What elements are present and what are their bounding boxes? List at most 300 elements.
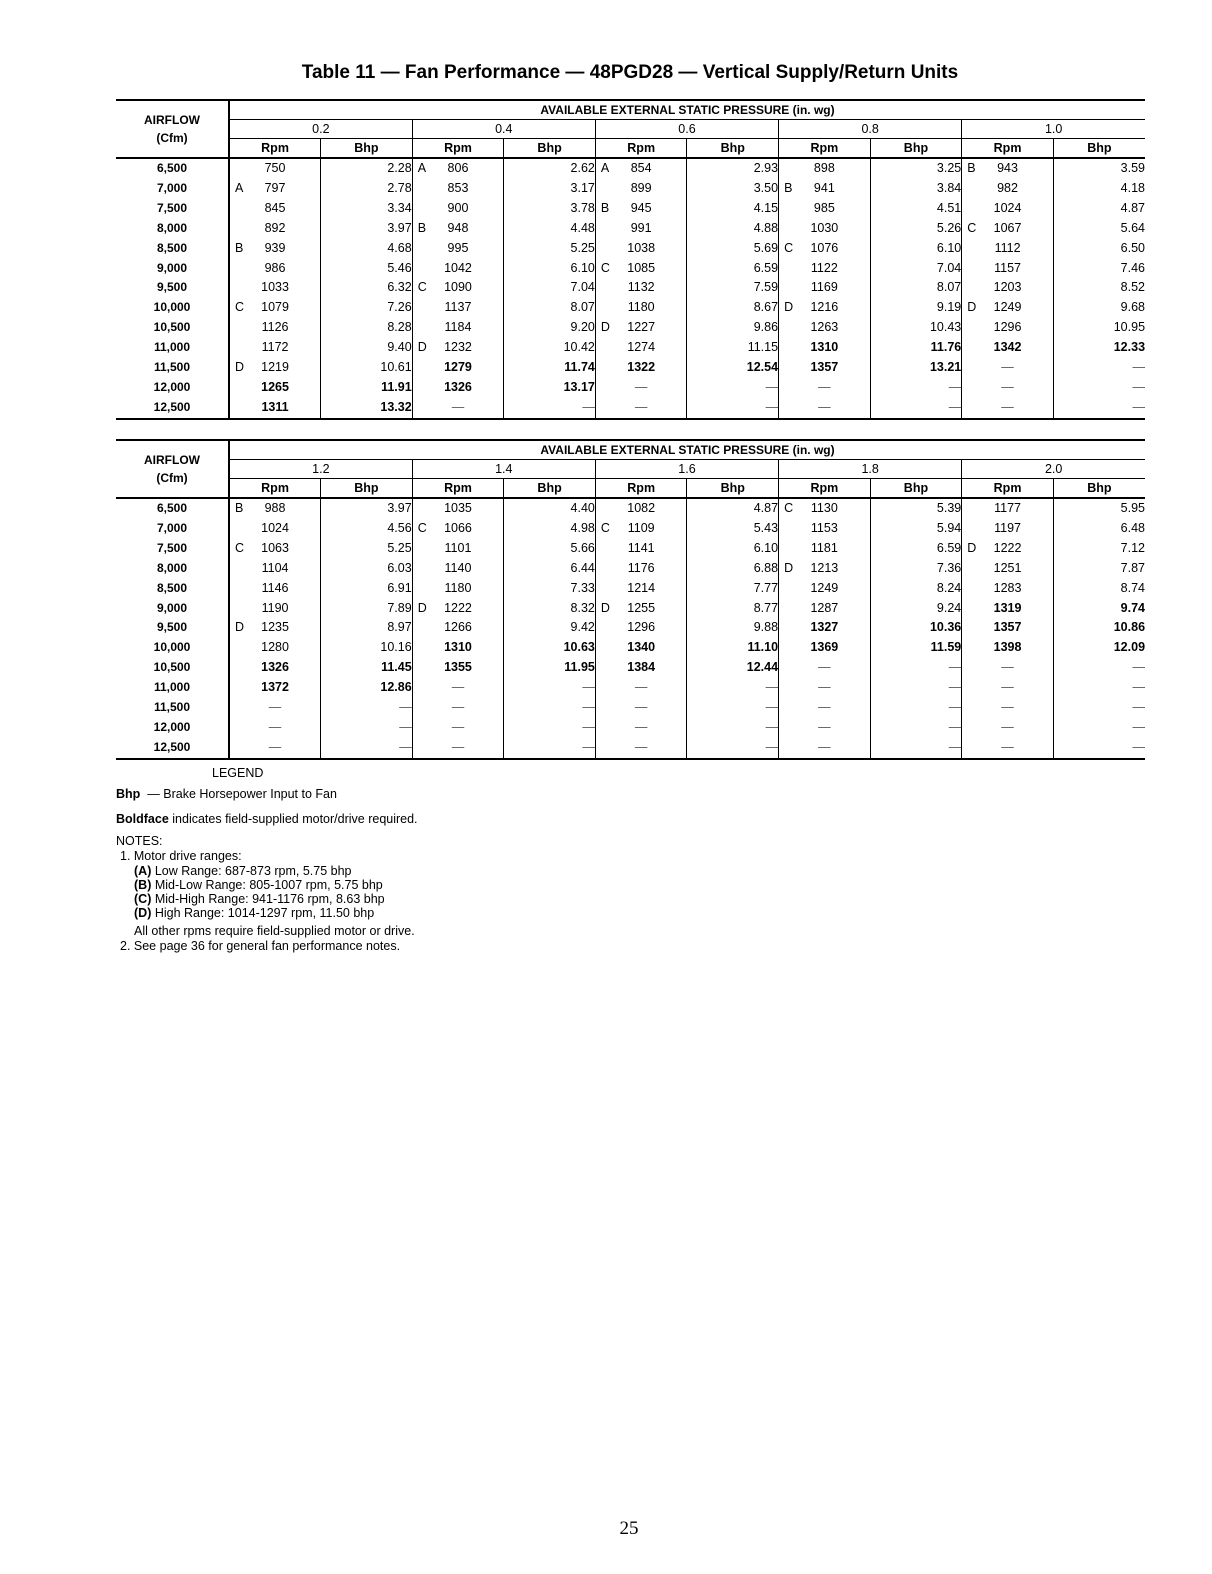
bhp-cell: 7.59 <box>687 278 779 298</box>
rpm-cell <box>412 718 504 738</box>
rpm-cell <box>962 398 1054 419</box>
rpm-cell <box>962 599 1054 619</box>
rpm-cell <box>962 338 1054 358</box>
table-row <box>116 539 1145 559</box>
table-row <box>116 738 1145 759</box>
airflow-cell: 8,000 <box>156 220 188 235</box>
rpm-cell <box>962 579 1054 599</box>
rpm-cell <box>412 579 504 599</box>
pressure-header: 1.4 <box>412 460 595 479</box>
rpm-value: 1219 <box>261 360 289 375</box>
bhp-cell: — <box>504 398 596 419</box>
bhp-cell: 13.17 <box>504 378 596 398</box>
rpm-cell <box>595 678 687 698</box>
table-row <box>116 398 1145 419</box>
rpm-cell <box>412 638 504 658</box>
rpm-cell <box>229 219 321 239</box>
airflow-cell: 10,000 <box>153 640 191 655</box>
rpm-value: — <box>818 379 831 394</box>
rpm-value: 1326 <box>261 660 289 675</box>
bhp-cell: 3.25 <box>870 158 962 179</box>
bhp-cell: — <box>1053 658 1145 678</box>
bhp-cell: 3.78 <box>504 199 596 219</box>
legend-boldface <box>116 812 418 827</box>
drive-range-letter: D <box>600 320 610 335</box>
note-1: 1. Motor drive ranges: <box>120 849 242 863</box>
rpm-value: 1033 <box>261 280 289 295</box>
pressure-header: 1.8 <box>779 460 962 479</box>
rpm-value: 1030 <box>810 220 839 235</box>
rpm-cell <box>412 158 504 179</box>
bhp-cell: 6.50 <box>1053 239 1145 259</box>
rpm-cell <box>229 358 321 378</box>
rpm-cell <box>962 179 1054 199</box>
rpm-cell <box>962 559 1054 579</box>
rpm-value: — <box>1001 680 1014 695</box>
bhp-cell: 5.94 <box>870 519 962 539</box>
rpm-value: 985 <box>813 200 835 215</box>
bhp-cell: 6.48 <box>1053 519 1145 539</box>
airflow-cell: 8,500 <box>156 580 188 595</box>
bhp-column-header: Bhp <box>870 139 962 159</box>
bhp-cell: 6.59 <box>870 539 962 559</box>
airflow-cell: 9,000 <box>156 600 188 615</box>
drive-range-letter: C <box>784 501 794 515</box>
rpm-cell <box>229 539 321 559</box>
rpm-cell <box>962 259 1054 279</box>
notes-title: NOTES: <box>116 834 163 848</box>
rpm-value: 797 <box>264 180 286 195</box>
rpm-value: 854 <box>630 161 652 175</box>
rpm-value: 1265 <box>261 379 289 394</box>
rpm-value: — <box>451 680 465 695</box>
rpm-cell <box>779 599 871 619</box>
drive-range-letter: D <box>967 300 977 315</box>
bhp-cell: 4.98 <box>504 519 596 539</box>
bhp-cell: 8.07 <box>504 298 596 318</box>
bhp-cell: 11.45 <box>321 658 413 678</box>
drive-range-letter: A <box>600 161 610 175</box>
airflow-cell: 11,500 <box>153 700 191 715</box>
rpm-value: 1035 <box>444 501 472 515</box>
rpm-cell <box>595 378 687 398</box>
bhp-cell: 2.78 <box>321 179 413 199</box>
rpm-cell <box>229 658 321 678</box>
bhp-cell: 5.95 <box>1053 498 1145 519</box>
rpm-cell <box>412 278 504 298</box>
legend-bhp <box>116 787 418 802</box>
rpm-value: — <box>634 700 648 715</box>
rpm-cell <box>962 158 1054 179</box>
pressure-header: 0.2 <box>229 120 412 139</box>
airflow-cell: 11,000 <box>153 680 191 695</box>
rpm-cell <box>595 278 687 298</box>
rpm-value: 1322 <box>627 360 656 375</box>
bhp-cell: 10.43 <box>870 318 962 338</box>
rpm-cell <box>229 678 321 698</box>
airflow-cell: 12,500 <box>116 738 229 759</box>
pressure-header: 2.0 <box>962 460 1145 479</box>
bhp-cell: 9.19 <box>870 298 962 318</box>
rpm-cell <box>412 519 504 539</box>
airflow-cell: 6,500 <box>156 161 188 175</box>
rpm-cell <box>412 658 504 678</box>
bhp-cell: 11.74 <box>504 358 596 378</box>
drive-range-letter: B <box>235 240 244 255</box>
airflow-header <box>116 440 229 498</box>
rpm-cell <box>962 358 1054 378</box>
table-row <box>116 579 1145 599</box>
airflow-unit: (Cfm) <box>156 471 188 485</box>
rpm-cell <box>779 559 871 579</box>
drive-range-letter: C <box>235 300 245 315</box>
bhp-cell: 12.33 <box>1053 338 1145 358</box>
rpm-value: 1141 <box>627 540 655 555</box>
rpm-cell <box>595 259 687 279</box>
rpm-value: — <box>268 739 282 754</box>
bhp-cell: — <box>504 698 596 718</box>
drive-range-letter: D <box>235 620 245 635</box>
airflow-label: AIRFLOW <box>144 453 200 467</box>
bhp-cell: 6.03 <box>321 559 413 579</box>
rpm-value: 1216 <box>810 300 839 315</box>
airflow-cell: 7,500 <box>156 540 188 555</box>
bhp-cell: 6.32 <box>321 278 413 298</box>
bhp-cell: — <box>1053 358 1145 378</box>
bhp-cell: — <box>870 378 962 398</box>
rpm-cell <box>779 259 871 279</box>
rpm-cell <box>595 638 687 658</box>
drive-range-letter: A <box>235 180 244 195</box>
rpm-cell <box>229 618 321 638</box>
bhp-cell: 9.40 <box>321 338 413 358</box>
rpm-value: 1176 <box>627 560 655 575</box>
rpm-value: — <box>818 739 831 754</box>
airflow-cell: 9,500 <box>156 620 188 635</box>
fan-performance-table-2 <box>116 439 1145 760</box>
rpm-cell <box>779 698 871 718</box>
rpm-column-header: Rpm <box>962 139 1054 159</box>
rpm-value: 1067 <box>993 220 1022 235</box>
bhp-cell: 12.44 <box>687 658 779 678</box>
table-row <box>116 658 1145 678</box>
rpm-column-header: Rpm <box>229 139 321 159</box>
rpm-value: 750 <box>264 161 286 175</box>
bhp-cell: 4.68 <box>321 239 413 259</box>
table-row <box>116 358 1145 378</box>
rpm-cell <box>412 698 504 718</box>
rpm-value: 1184 <box>444 320 472 335</box>
bhp-cell: 4.40 <box>504 498 596 519</box>
rpm-value: — <box>634 739 648 754</box>
rpm-cell <box>412 618 504 638</box>
bhp-cell: 12.09 <box>1053 638 1145 658</box>
table-row <box>116 498 1145 519</box>
rpm-cell <box>779 718 871 738</box>
rpm-cell <box>412 559 504 579</box>
rpm-cell <box>962 678 1054 698</box>
rpm-cell <box>595 298 687 318</box>
bhp-cell: 8.77 <box>687 599 779 619</box>
rpm-cell <box>779 358 871 378</box>
bhp-cell: 4.51 <box>870 199 962 219</box>
rpm-cell <box>412 498 504 519</box>
bhp-cell: 11.76 <box>870 338 962 358</box>
rpm-value: 1180 <box>627 300 655 315</box>
bhp-cell: — <box>687 378 779 398</box>
rpm-value: — <box>1001 719 1014 734</box>
rpm-value: 1398 <box>993 640 1022 655</box>
rpm-cell <box>229 278 321 298</box>
rpm-cell <box>962 539 1054 559</box>
airflow-cell: 7,000 <box>156 520 188 535</box>
rpm-value: — <box>1001 700 1014 715</box>
bhp-cell: — <box>687 718 779 738</box>
rpm-value: 900 <box>447 200 469 215</box>
bhp-cell: — <box>870 678 962 698</box>
bhp-cell: 11.59 <box>870 638 962 658</box>
rpm-cell <box>412 398 504 419</box>
range-c-text: Mid-High Range: 941-1176 rpm, 8.63 bhp <box>151 892 385 906</box>
rpm-value: 1319 <box>993 600 1022 615</box>
rpm-cell <box>779 199 871 219</box>
rpm-column-header: Rpm <box>412 139 504 159</box>
bhp-cell: — <box>1053 398 1145 419</box>
rpm-value: — <box>1001 399 1014 414</box>
bhp-cell: — <box>870 718 962 738</box>
rpm-value: 1255 <box>627 600 656 615</box>
bhp-cell: 6.91 <box>321 579 413 599</box>
bhp-cell: 11.95 <box>504 658 596 678</box>
bhp-cell: 8.97 <box>321 618 413 638</box>
rpm-cell <box>595 539 687 559</box>
rpm-value: — <box>818 719 831 734</box>
rpm-cell <box>779 638 871 658</box>
bhp-cell: — <box>504 738 596 759</box>
drive-range-letter: D <box>417 340 427 355</box>
rpm-value: 1122 <box>810 260 838 275</box>
range-a-code: (A) <box>134 864 152 878</box>
rpm-cell <box>229 718 321 738</box>
bhp-cell: 7.26 <box>321 298 413 318</box>
rpm-cell <box>962 318 1054 338</box>
airflow-cell: 12,000 <box>153 719 191 734</box>
rpm-value: 1372 <box>261 680 289 695</box>
rpm-cell <box>229 638 321 658</box>
bhp-cell: 6.10 <box>504 259 596 279</box>
rpm-value: 1355 <box>444 660 472 675</box>
rpm-value: — <box>818 399 831 414</box>
bhp-cell: 4.18 <box>1053 179 1145 199</box>
bhp-cell: 10.63 <box>504 638 596 658</box>
page-number: 25 <box>619 1518 639 1539</box>
bhp-cell: 4.87 <box>687 498 779 519</box>
bhp-cell: 9.74 <box>1053 599 1145 619</box>
table-row <box>116 638 1145 658</box>
rpm-value: 1357 <box>810 360 839 375</box>
rpm-cell <box>962 638 1054 658</box>
bhp-cell: 7.12 <box>1053 539 1145 559</box>
rpm-value: — <box>451 399 465 414</box>
rpm-cell <box>962 658 1054 678</box>
range-a-text: Low Range: 687-873 rpm, 5.75 bhp <box>151 864 352 878</box>
bhp-cell: — <box>1053 738 1145 759</box>
static-pressure-header: AVAILABLE EXTERNAL STATIC PRESSURE (in. wg) <box>229 440 1145 460</box>
table-row <box>116 338 1145 358</box>
rpm-value: 1197 <box>994 520 1021 535</box>
bhp-cell: 9.88 <box>687 618 779 638</box>
drive-range-letter: C <box>417 280 427 295</box>
rpm-cell <box>779 158 871 179</box>
rpm-cell <box>595 358 687 378</box>
rpm-value: — <box>634 719 648 734</box>
rpm-column-header: Rpm <box>595 139 687 159</box>
table-row <box>116 179 1145 199</box>
range-b-code: (B) <box>134 878 152 892</box>
rpm-cell <box>412 259 504 279</box>
rpm-value: 1112 <box>994 240 1021 255</box>
drive-range-letter: C <box>784 240 794 255</box>
bhp-cell: 9.68 <box>1053 298 1145 318</box>
rpm-value: 1296 <box>993 320 1022 335</box>
drive-range-letter: B <box>235 501 244 515</box>
airflow-cell: 7,000 <box>156 180 188 195</box>
bhp-cell: 7.46 <box>1053 259 1145 279</box>
rpm-value: — <box>634 680 648 695</box>
table-row <box>116 599 1145 619</box>
bhp-cell: 2.93 <box>687 158 779 179</box>
rpm-value: 1076 <box>810 240 839 255</box>
bhp-cell: 2.62 <box>504 158 596 179</box>
rpm-value: 892 <box>264 220 286 235</box>
airflow-cell: 12,500 <box>116 398 229 419</box>
rpm-value: 1085 <box>627 260 656 275</box>
bhp-cell: — <box>504 718 596 738</box>
table-row <box>116 298 1145 318</box>
bhp-cell: — <box>1053 378 1145 398</box>
drive-range-letter: D <box>784 560 794 575</box>
bhp-column-header: Bhp <box>687 479 779 499</box>
bhp-cell: 8.07 <box>870 278 962 298</box>
table-row <box>116 219 1145 239</box>
rpm-cell <box>412 219 504 239</box>
range-d-code: (D) <box>134 906 152 920</box>
rpm-value: 1266 <box>444 620 472 635</box>
rpm-value: 1280 <box>261 640 289 655</box>
rpm-value: — <box>818 680 831 695</box>
bhp-cell: 7.04 <box>504 278 596 298</box>
rpm-value: 1082 <box>627 501 656 515</box>
drive-range-letter: D <box>417 600 427 615</box>
rpm-value: 1180 <box>444 580 472 595</box>
rpm-cell <box>412 239 504 259</box>
rpm-cell <box>962 239 1054 259</box>
rpm-value: 1283 <box>993 580 1022 595</box>
rpm-value: 1101 <box>444 540 472 555</box>
rpm-cell <box>595 579 687 599</box>
rpm-value: 1311 <box>261 399 289 414</box>
bhp-cell: — <box>321 718 413 738</box>
rpm-value: 1177 <box>994 501 1021 515</box>
rpm-value: 1137 <box>444 300 472 315</box>
rpm-value: — <box>268 719 282 734</box>
rpm-cell <box>595 738 687 759</box>
table-row <box>116 318 1145 338</box>
bhp-cell: 9.42 <box>504 618 596 638</box>
rpm-cell <box>412 599 504 619</box>
rpm-value: 948 <box>447 220 469 235</box>
bhp-cell: 4.15 <box>687 199 779 219</box>
rpm-value: 1132 <box>627 280 655 295</box>
bhp-cell: 3.59 <box>1053 158 1145 179</box>
bhp-cell: 5.25 <box>321 539 413 559</box>
bhp-cell: 4.56 <box>321 519 413 539</box>
table-row <box>116 718 1145 738</box>
rpm-value: 1310 <box>810 340 839 355</box>
bhp-cell: 9.86 <box>687 318 779 338</box>
rpm-cell <box>229 378 321 398</box>
range-c <box>116 892 418 906</box>
drive-range-letter: B <box>600 200 610 215</box>
rpm-cell <box>412 199 504 219</box>
rpm-cell <box>779 579 871 599</box>
pressure-header: 1.0 <box>962 120 1145 139</box>
table-row <box>116 519 1145 539</box>
bhp-cell: — <box>870 738 962 759</box>
rpm-value: 1274 <box>627 340 656 355</box>
airflow-cell: 7,500 <box>156 200 188 215</box>
drive-range-letter: C <box>600 520 610 535</box>
pressure-header: 1.2 <box>229 460 412 479</box>
note-2: 2. See page 36 for general fan performance notes. <box>120 939 401 953</box>
rpm-value: 1181 <box>810 540 838 555</box>
bhp-cell: 6.10 <box>870 239 962 259</box>
rpm-cell <box>962 378 1054 398</box>
rpm-value: 898 <box>813 161 835 175</box>
rpm-cell <box>779 239 871 259</box>
rpm-value: 939 <box>264 240 286 255</box>
bhp-cell: 7.04 <box>870 259 962 279</box>
rpm-value: 1126 <box>261 320 289 335</box>
legend-boldface-term: Boldface <box>116 812 169 826</box>
bhp-cell: 8.52 <box>1053 278 1145 298</box>
bhp-column-header: Bhp <box>687 139 779 159</box>
drive-range-letter: B <box>967 161 976 175</box>
rpm-value: — <box>1001 660 1014 675</box>
rpm-cell <box>962 298 1054 318</box>
bhp-cell: 4.87 <box>1053 199 1145 219</box>
bhp-cell: 3.97 <box>321 219 413 239</box>
rpm-cell <box>595 718 687 738</box>
bhp-cell: 5.46 <box>321 259 413 279</box>
other-rpm-note: All other rpms require field-supplied motor or drive. <box>134 924 415 938</box>
rpm-cell <box>229 559 321 579</box>
rpm-value: 1024 <box>261 520 289 535</box>
bhp-column-header: Bhp <box>504 479 596 499</box>
rpm-cell <box>595 519 687 539</box>
rpm-value: 941 <box>813 180 835 195</box>
rpm-column-header: Rpm <box>595 479 687 499</box>
drive-range-letter: D <box>967 540 977 555</box>
rpm-value: — <box>451 700 465 715</box>
rpm-cell <box>779 678 871 698</box>
drive-range-letter: C <box>967 220 977 235</box>
rpm-value: 1214 <box>627 580 656 595</box>
bhp-cell: — <box>1053 718 1145 738</box>
rpm-value: 1249 <box>993 300 1022 315</box>
bhp-cell: 2.28 <box>321 158 413 179</box>
rpm-cell <box>595 559 687 579</box>
